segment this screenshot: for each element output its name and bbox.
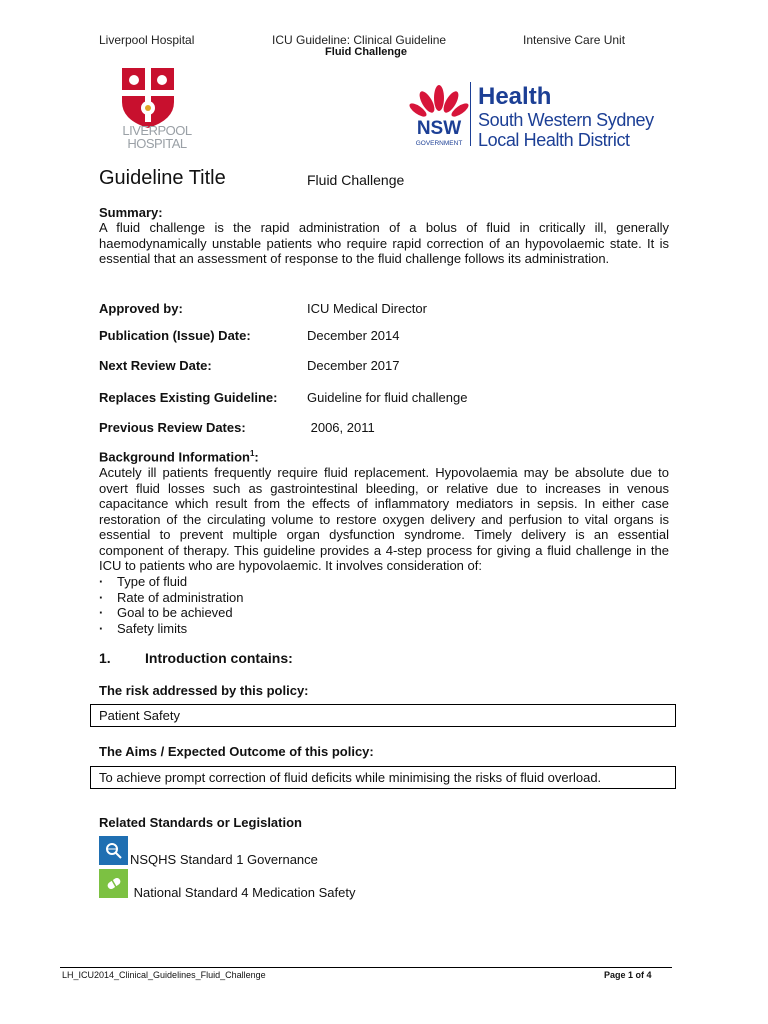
- replaces-guideline-label: Replaces Existing Guideline:: [99, 390, 278, 405]
- header-unit: Intensive Care Unit: [523, 33, 626, 47]
- list-item: · Type of fluid: [99, 574, 243, 590]
- introduction-heading: Introduction contains:: [145, 650, 293, 666]
- nsw-waratah-logo: [407, 78, 471, 148]
- guideline-title-label: Guideline Title: [99, 167, 226, 189]
- aims-heading: The Aims / Expected Outcome of this policy:: [99, 744, 374, 759]
- medication-icon: [99, 869, 128, 898]
- list-item: · Rate of administration: [99, 590, 243, 606]
- replaces-guideline-value: Guideline for fluid challenge: [307, 390, 468, 405]
- footer-page-number: Page 1 of 4: [604, 970, 652, 980]
- introduction-number: 1.: [99, 650, 111, 666]
- health-title: Health: [478, 83, 552, 110]
- next-review-value: December 2017: [307, 358, 400, 373]
- health-district-line2: Local Health District: [478, 130, 630, 150]
- summary-heading: Summary:: [99, 205, 163, 220]
- risk-box: Patient Safety: [90, 704, 676, 727]
- nsw-word: NSW: [416, 118, 462, 139]
- nsw-government-text: GOVERNMENT: [415, 140, 463, 147]
- risk-heading: The risk addressed by this policy:: [99, 683, 309, 698]
- next-review-label: Next Review Date:: [99, 358, 212, 373]
- background-heading: Background Information$^1$:: [99, 449, 259, 465]
- approved-by-value: ICU Medical Director: [307, 301, 427, 316]
- publication-date-value: December 2014: [307, 328, 400, 343]
- liverpool-logo-text: LIVERPOOL HOSPITAL: [122, 123, 192, 151]
- header-hospital: Liverpool Hospital: [99, 33, 195, 47]
- previous-review-value: 2006, 2011: [307, 420, 375, 435]
- aims-box: To achieve prompt correction of fluid deficits while minimising the risks of fluid overload.: [90, 766, 676, 789]
- standard-4-text: National Standard 4 Medication Safety: [130, 885, 356, 900]
- footnote-marker: 1: [249, 449, 255, 458]
- logo-divider: [470, 82, 471, 146]
- list-item: · Goal to be achieved: [99, 605, 243, 621]
- publication-date-label: Publication (Issue) Date:: [99, 328, 251, 343]
- header-subtitle: Fluid Challenge: [325, 46, 407, 58]
- previous-review-label: Previous Review Dates:: [99, 420, 246, 435]
- standards-heading: Related Standards or Legislation: [99, 815, 302, 830]
- background-text: Acutely ill patients frequently require fluid replacement. Hypovolaemia may be absolute due to overt fluid losses such as gastrointestinal bleeding, or relative due to increases in venous capacitance which result from the effects of inflammatory mediators in sepsis. In either case restoration of the circulating volume to restore oxygen delivery and perfusion to vital organs is essential to prevent multiple organ dysfunction syndrome. Timely delivery is an essential component of therapy. This guideline provides a 4-step process for giving a fluid challenge in the ICU to patients who are hypovolaemic. It involves consideration of:: [99, 465, 669, 573]
- health-district-line1: South Western Sydney: [478, 110, 654, 130]
- footer-document-id: LH_ICU2014_Clinical_Guidelines_Fluid_Challenge: [62, 970, 266, 980]
- summary-text: A fluid challenge is the rapid administration of a bolus of fluid in critically ill, generally haemodynamically unstable patients who require rapid correction of an hypovolaemic state. It is essential that an assessment of response to the fluid challenge follows its administration.: [99, 220, 669, 266]
- guideline-title-value: Fluid Challenge: [307, 172, 405, 188]
- approved-by-label: Approved by:: [99, 301, 183, 316]
- governance-icon: [99, 836, 128, 865]
- footer-divider: [60, 967, 672, 968]
- considerations-list: [99, 574, 243, 636]
- header-guideline-type: ICU Guideline: Clinical Guideline: [272, 33, 447, 47]
- list-item: · Safety limits: [99, 621, 243, 637]
- standard-1-text: NSQHS Standard 1 Governance: [130, 852, 318, 867]
